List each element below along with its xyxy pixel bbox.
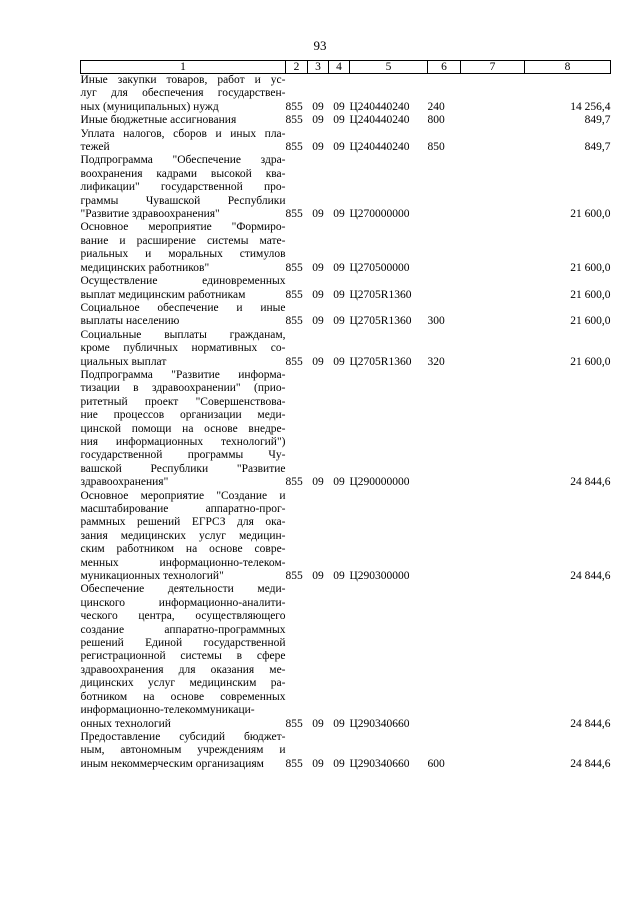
- expense-type-cell: [428, 275, 461, 302]
- amount-cell: 24 844,6: [570, 717, 611, 730]
- table-row: [81, 329, 611, 369]
- amount-cell: 24 844,6: [570, 476, 611, 489]
- section-cell: 09: [312, 261, 324, 274]
- item-name-line: Обеспечение деятельности меди-: [80, 583, 286, 596]
- header-cell: 2: [286, 61, 308, 74]
- item-name-line: риальных и моральных стимулов: [80, 248, 286, 261]
- item-name-cell: [81, 275, 286, 302]
- column-7-cell: [461, 731, 525, 771]
- section-cell: 09: [312, 757, 324, 770]
- subsection-cell: 09: [333, 476, 345, 489]
- item-name-line: онных технологий: [80, 717, 171, 730]
- item-name-line: выплаты населению: [80, 315, 180, 328]
- item-name-line: Основное мероприятие "Создание и: [80, 489, 286, 502]
- item-name-cell: [81, 154, 286, 221]
- target-article-cell: Ц270000000: [349, 208, 410, 221]
- subsection-cell: 09: [333, 717, 345, 730]
- expense-type-cell: [428, 154, 461, 221]
- amount-cell: 14 256,4: [570, 100, 611, 113]
- section-cell: 09: [312, 141, 324, 154]
- item-name-cell: [81, 302, 286, 329]
- item-name-line: муникационных технологий": [80, 570, 224, 583]
- item-name-cell: [81, 583, 286, 730]
- dept-code-cell: 855: [285, 717, 303, 730]
- expense-type-cell: [428, 490, 461, 584]
- subsection-cell: 09: [333, 141, 345, 154]
- table-row: [81, 74, 611, 115]
- table-row: [81, 490, 611, 584]
- section-cell: 09: [312, 288, 324, 301]
- budget-table: [80, 60, 611, 771]
- table-row: [81, 302, 611, 329]
- item-name-line: создание аппаратно-программных: [80, 623, 286, 636]
- item-name-line: ние процессов организации меди-: [80, 409, 286, 422]
- section-cell: 09: [312, 570, 324, 583]
- item-name-line: цинской помощи на основе внедре-: [80, 422, 286, 435]
- item-name-line: Уплата налогов, сборов и иных пла-: [80, 127, 286, 140]
- table-body: [81, 74, 611, 772]
- item-name-line: масштабирование аппаратно-прог-: [80, 503, 286, 515]
- item-name-line: тежей: [80, 141, 110, 154]
- amount-cell: 21 600,0: [570, 315, 611, 328]
- item-name-cell: [81, 114, 286, 127]
- item-name-cell: [81, 221, 286, 275]
- item-name-line: Социальные выплаты гражданам,: [80, 328, 286, 341]
- item-name-line: Предоставление субсидий бюджет-: [80, 730, 286, 743]
- item-name-line: ным, автономным учреждениям и: [80, 744, 286, 757]
- amount-cell: 24 844,6: [570, 570, 611, 583]
- column-7-cell: [461, 128, 525, 155]
- amount-cell: 21 600,0: [570, 355, 611, 368]
- column-7-cell: [461, 74, 525, 115]
- dept-code-cell: 855: [285, 355, 303, 368]
- item-name-line: ритетный проект "Совершенствова-: [80, 395, 286, 408]
- item-name-line: иным некоммерческим организациям: [80, 757, 264, 770]
- target-article-cell: Ц290300000: [349, 570, 410, 583]
- target-article-cell: Ц2705R1360: [349, 288, 412, 301]
- item-name-line: информационно-телекоммуникаци-: [80, 704, 255, 717]
- section-cell: 09: [312, 208, 324, 221]
- item-name-cell: [81, 490, 286, 584]
- item-name-cell: [81, 128, 286, 155]
- dept-code-cell: 855: [285, 261, 303, 274]
- item-name-line: здравоохранения для оказания ме-: [80, 663, 286, 676]
- column-7-cell: [461, 369, 525, 490]
- item-name-line: зания медицинских услуг медицин-: [80, 529, 286, 542]
- item-name-line: циальных выплат: [80, 355, 167, 368]
- item-name-line: цинского информационно-аналити-: [80, 596, 286, 609]
- table-row: [81, 731, 611, 771]
- item-name-line: "Развитие здравоохранения": [80, 208, 220, 221]
- dept-code-cell: 855: [285, 476, 303, 489]
- item-name-cell: [81, 329, 286, 369]
- dept-code-cell: 855: [285, 208, 303, 221]
- item-name-line: менных информационно-телеком-: [80, 556, 286, 569]
- item-name-line: ния информационных технологий"): [80, 435, 286, 448]
- amount-cell: 24 844,6: [570, 757, 611, 770]
- table-row: [81, 369, 611, 490]
- table-row: [81, 114, 611, 127]
- table-row: [81, 128, 611, 155]
- subsection-cell: 09: [333, 114, 345, 127]
- column-7-cell: [461, 114, 525, 127]
- expense-type-cell: 240: [427, 100, 445, 113]
- header-cell: 7: [461, 61, 525, 74]
- item-name-line: регистрационной системы в сфере: [80, 650, 286, 663]
- dept-code-cell: 855: [285, 114, 303, 127]
- amount-cell: 849,7: [584, 141, 611, 154]
- column-7-cell: [461, 154, 525, 221]
- header-cell: 5: [350, 61, 428, 74]
- column-7-cell: [461, 275, 525, 302]
- column-7-cell: [461, 221, 525, 275]
- target-article-cell: Ц2705R1360: [349, 355, 412, 368]
- item-name-line: здравоохранения": [80, 476, 169, 489]
- item-name-line: Иные закупки товаров, работ и ус-: [80, 74, 286, 86]
- item-name-line: Осуществление единовременных: [80, 275, 286, 288]
- header-cell: 8: [525, 61, 611, 74]
- item-name-line: тизации в здравоохранении" (прио-: [80, 382, 286, 395]
- header-cell: 6: [428, 61, 461, 74]
- item-name-cell: [81, 731, 286, 771]
- subsection-cell: 09: [333, 288, 345, 301]
- item-name-line: ческого центра, осуществляющего: [80, 610, 286, 623]
- expense-type-cell: 800: [427, 114, 445, 127]
- subsection-cell: 09: [333, 208, 345, 221]
- header-cell: 4: [329, 61, 350, 74]
- column-7-cell: [461, 583, 525, 730]
- section-cell: 09: [312, 717, 324, 730]
- item-name-line: медицинских работников": [80, 261, 210, 274]
- header-cell: 3: [308, 61, 329, 74]
- column-7-cell: [461, 490, 525, 584]
- target-article-cell: Ц290000000: [349, 476, 410, 489]
- dept-code-cell: 855: [285, 100, 303, 113]
- target-article-cell: Ц240440240: [349, 141, 410, 154]
- target-article-cell: Ц290340660: [349, 757, 410, 770]
- amount-cell: 849,7: [584, 114, 611, 127]
- amount-cell: 21 600,0: [570, 208, 611, 221]
- column-7-cell: [461, 329, 525, 369]
- expense-type-cell: 600: [427, 757, 445, 770]
- expense-type-cell: [428, 221, 461, 275]
- expense-type-cell: 320: [427, 355, 445, 368]
- section-cell: 09: [312, 114, 324, 127]
- expense-type-cell: 300: [427, 315, 445, 328]
- header-row: [81, 61, 611, 74]
- dept-code-cell: 855: [285, 315, 303, 328]
- section-cell: 09: [312, 100, 324, 113]
- expense-type-cell: [428, 369, 461, 490]
- subsection-cell: 09: [333, 757, 345, 770]
- target-article-cell: Ц290340660: [349, 717, 410, 730]
- target-article-cell: Ц240440240: [349, 100, 410, 113]
- target-article-cell: Ц240440240: [349, 114, 410, 127]
- item-name-line: лификации" государственной про-: [80, 181, 286, 194]
- header-cell: 1: [81, 61, 286, 74]
- dept-code-cell: 855: [285, 570, 303, 583]
- item-name-line: Основное мероприятие "Формиро-: [80, 221, 286, 234]
- dept-code-cell: 855: [285, 141, 303, 154]
- item-name-line: ботником на основе современных: [80, 690, 286, 703]
- amount-cell: 21 600,0: [570, 288, 611, 301]
- item-name-line: ским работником на основе совре-: [80, 543, 286, 556]
- subsection-cell: 09: [333, 100, 345, 113]
- item-name-line: ных (муниципальных) нужд: [80, 100, 219, 113]
- item-name-line: дицинских услуг медицинским ра-: [80, 677, 286, 690]
- section-cell: 09: [312, 476, 324, 489]
- item-name-cell: [81, 369, 286, 490]
- item-name-cell: [81, 74, 286, 115]
- item-name-line: раммных решений ЕГРСЗ для ока-: [80, 516, 286, 529]
- column-7-cell: [461, 302, 525, 329]
- table-row: [81, 275, 611, 302]
- dept-code-cell: 855: [285, 288, 303, 301]
- subsection-cell: 09: [333, 315, 345, 328]
- item-name-line: Подпрограмма "Обеспечение здра-: [80, 154, 286, 167]
- subsection-cell: 09: [333, 261, 345, 274]
- item-name-line: решений Единой государственной: [80, 637, 286, 650]
- target-article-cell: Ц270500000: [349, 261, 410, 274]
- item-name-line: государственной программы Чу-: [80, 449, 286, 462]
- table-row: [81, 221, 611, 275]
- dept-code-cell: 855: [285, 757, 303, 770]
- section-cell: 09: [312, 355, 324, 368]
- item-name-line: кроме публичных нормативных со-: [80, 342, 286, 355]
- item-name-line: Социальное обеспечение и иные: [80, 301, 286, 314]
- section-cell: 09: [312, 315, 324, 328]
- table-row: [81, 583, 611, 730]
- item-name-line: вание и расширение системы мате-: [80, 234, 286, 247]
- item-name-line: Иные бюджетные ассигнования: [80, 114, 237, 127]
- item-name-line: выплат медицинским работникам: [80, 288, 246, 301]
- table-row: [81, 154, 611, 221]
- expense-type-cell: 850: [427, 141, 445, 154]
- subsection-cell: 09: [333, 355, 345, 368]
- item-name-line: луг для обеспечения государствен-: [80, 87, 286, 100]
- amount-cell: 21 600,0: [570, 261, 611, 274]
- expense-type-cell: [428, 583, 461, 730]
- item-name-line: Подпрограмма "Развитие информа-: [80, 368, 286, 381]
- item-name-line: граммы Чувашской Республики: [80, 194, 286, 207]
- target-article-cell: Ц2705R1360: [349, 315, 412, 328]
- item-name-line: вашской Республики "Развитие: [80, 462, 286, 475]
- item-name-line: воохранения кадрами высокой ква-: [80, 167, 286, 180]
- subsection-cell: 09: [333, 570, 345, 583]
- page-number: 93: [313, 38, 327, 53]
